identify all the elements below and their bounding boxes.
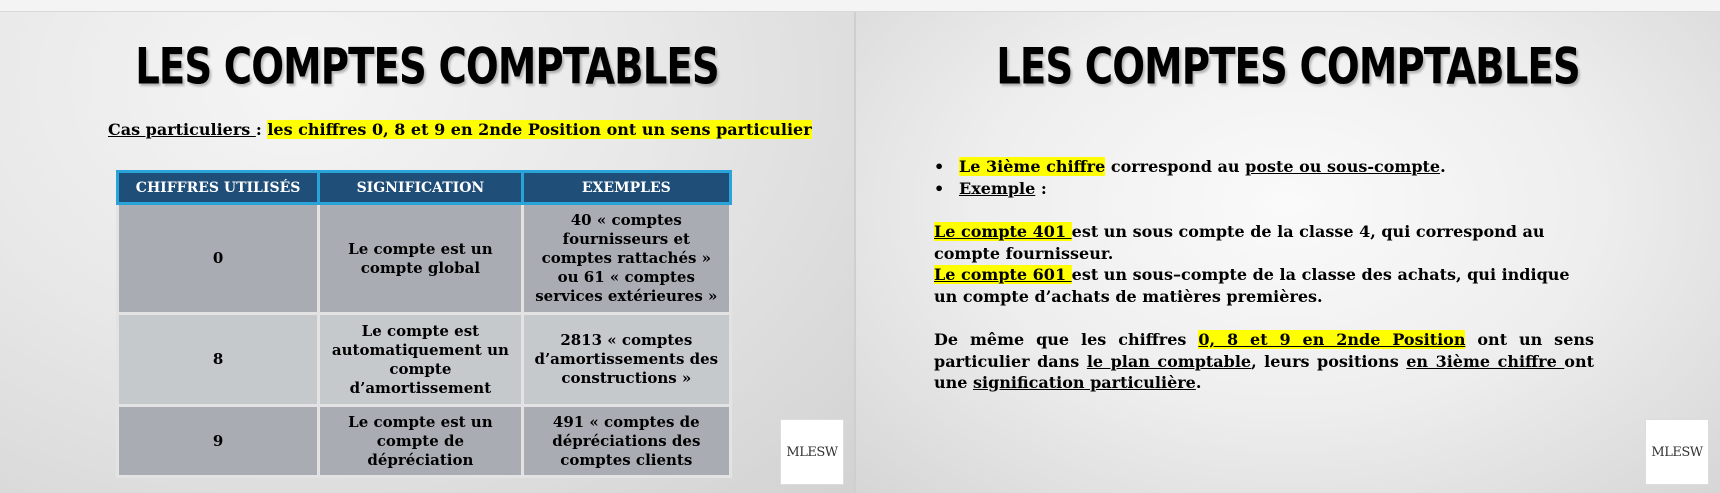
example-401: Le compte 401 est un sous compte de la classe 4, qui correspond au compte fournisseur.: [934, 222, 1545, 263]
subtitle-colon: :: [255, 120, 268, 139]
header-exemples: EXEMPLES: [522, 172, 730, 204]
bullet-item: [934, 178, 1594, 200]
subtitle-highlight: les chiffres 0, 8 et 9 en 2nde Position ont un sens particulier: [267, 120, 812, 139]
subtitle: [108, 120, 812, 139]
cell-digit: 0: [118, 204, 319, 314]
table-row: [118, 204, 731, 314]
summary-paragraph: De même que les chiffres 0, 8 et 9 en 2nde Position ont un sens particulier dans le plan comptable, leurs positions en 3ième chiffre ont une signification particulière.: [934, 330, 1595, 392]
cell-meaning: Le compte est automatiquement un compte d’amortissement: [319, 314, 522, 406]
logo-text: MLESW: [786, 444, 838, 460]
table-row: [118, 406, 731, 477]
cell-digit: 9: [118, 406, 319, 477]
brand-logo: [1645, 419, 1709, 485]
slide-title: LES COMPTES COMPTABLES: [135, 37, 719, 96]
accounts-table: [116, 170, 732, 478]
bullet-text: Le 3ième chiffre correspond au poste ou sous-compte.: [959, 157, 1446, 176]
table-row: [118, 314, 731, 406]
cell-digit: 8: [118, 314, 319, 406]
bullet-text: Exemple :: [959, 178, 1047, 198]
slide-left[interactable]: [0, 12, 854, 493]
bullet-item: [934, 156, 1594, 178]
cell-example: 40 « comptes fournisseurs et comptes rattachés » ou 61 « comptes services extérieures »: [522, 204, 730, 314]
header-signification: SIGNIFICATION: [319, 172, 522, 204]
slide-content: [934, 156, 1594, 394]
bullet-dot: •: [934, 157, 945, 176]
cell-example: 2813 « comptes d’amortissements des constructions »: [522, 314, 730, 406]
brand-logo: [780, 419, 844, 485]
cell-example: 491 « comptes de dépréciations des comptes clients: [522, 406, 730, 477]
table-header-row: [118, 172, 731, 204]
cell-meaning: Le compte est un compte de dépréciation: [319, 406, 522, 477]
slide-title: LES COMPTES COMPTABLES: [996, 37, 1580, 96]
logo-text: MLESW: [1651, 444, 1703, 460]
header-chiffres: CHIFFRES UTILISÉS: [118, 172, 319, 204]
subtitle-label: Cas particuliers: [108, 120, 256, 139]
top-bar: [0, 0, 1720, 12]
bullet-dot: •: [934, 178, 945, 198]
cell-meaning: Le compte est un compte global: [319, 204, 522, 314]
slide-right[interactable]: [856, 12, 1720, 493]
example-601: Le compte 601 est un sous–compte de la classe des achats, qui indique un compte d’achats de matières premières.: [934, 265, 1570, 306]
